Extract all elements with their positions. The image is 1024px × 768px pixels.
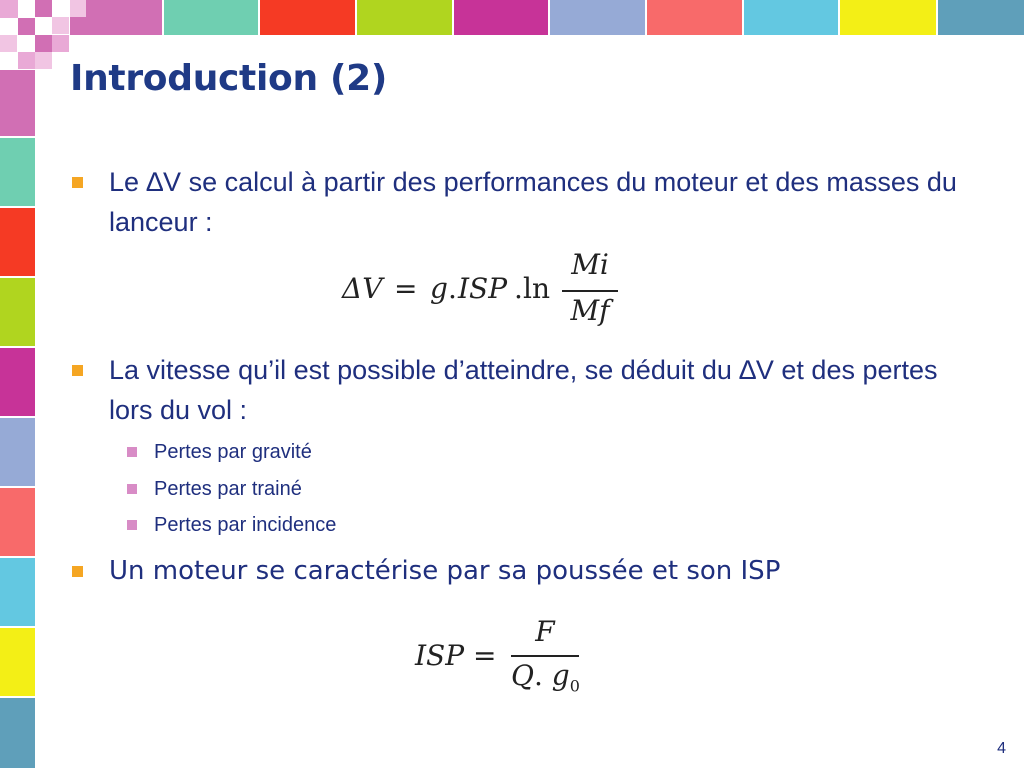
fraction-bar	[511, 655, 579, 657]
formula-lhs: ISP	[415, 639, 465, 672]
bullet-item	[72, 350, 972, 430]
corner-decor-square	[0, 35, 17, 52]
formula-ln: ln	[523, 272, 550, 305]
top-decor-block-salmon	[647, 0, 742, 35]
corner-decor-square	[18, 18, 35, 35]
corner-decor-square	[0, 0, 18, 18]
formula-denominator-dot: .	[533, 659, 552, 692]
sub-bullet-text: Pertes par incidence	[154, 514, 337, 536]
left-decor-block-steel	[0, 698, 35, 768]
formula-g: g	[430, 272, 448, 305]
sub-bullet-text: Pertes par trainé	[154, 478, 302, 500]
left-decor-strip	[0, 0, 35, 768]
formula-denominator-q: Q	[511, 659, 534, 692]
left-decor-block-salmon	[0, 488, 35, 556]
formula-dot: .	[514, 272, 523, 305]
bullet-item	[72, 551, 972, 591]
corner-decor-square	[35, 35, 52, 52]
sub-bullet-square-icon	[127, 484, 137, 494]
formula-dot: .	[448, 272, 457, 305]
top-decor-block-steel	[938, 0, 1024, 35]
left-decor-block-teal	[0, 138, 35, 206]
left-decor-block-lime	[0, 278, 35, 346]
formula-isp: ISP	[458, 272, 508, 305]
bullet-text: Un moteur se caractérise par sa poussée et son ISP	[109, 556, 781, 586]
formula-denominator	[511, 659, 579, 696]
corner-decor-square	[35, 52, 52, 69]
slide-title: Introduction (2)	[70, 58, 388, 99]
formula-numerator: Mi	[571, 248, 609, 281]
left-decor-block-magenta	[0, 348, 35, 416]
bullet-text: Le ∆V se calcul à partir des performances du moteur et des masses du lanceur :	[109, 167, 957, 237]
left-decor-block-cyan	[0, 558, 35, 626]
bullet-text: La vitesse qu’il est possible d’atteindre, se déduit du ∆V et des pertes lors du vol :	[109, 355, 938, 425]
formula-numerator: F	[535, 615, 555, 648]
isp-formula	[415, 615, 595, 701]
left-decor-block-pink	[0, 70, 35, 136]
left-decor-block-yellow	[0, 628, 35, 696]
fraction-bar	[562, 290, 618, 292]
top-decor-block-magenta	[454, 0, 548, 35]
bullet-square-icon	[72, 566, 83, 577]
left-decor-block-red	[0, 208, 35, 276]
sub-bullet-square-icon	[127, 447, 137, 457]
bullet-square-icon	[72, 365, 83, 376]
formula-lhs: ΔV	[342, 272, 383, 305]
formula-denominator-g: g	[551, 659, 570, 692]
corner-decor-square	[18, 52, 35, 69]
sub-bullet-text: Pertes par gravité	[154, 441, 312, 463]
left-decor-block-lavender	[0, 418, 35, 486]
top-decor-strip	[0, 0, 1024, 35]
top-decor-block-lavender	[550, 0, 645, 35]
top-decor-block-cyan	[744, 0, 838, 35]
top-decor-block-teal	[164, 0, 258, 35]
corner-decor-square	[52, 17, 69, 34]
formula-equals: =	[394, 272, 418, 305]
delta-v-formula	[342, 248, 632, 334]
corner-decor-square	[70, 0, 86, 17]
bullet-item	[72, 162, 972, 242]
formula-denominator: Mf	[570, 294, 610, 327]
formula-denominator-subscript: 0	[569, 676, 580, 696]
bullet-square-icon	[72, 177, 83, 188]
top-decor-block-yellow	[840, 0, 936, 35]
sub-bullet-square-icon	[127, 520, 137, 530]
corner-decor-square	[35, 0, 52, 17]
top-decor-block-lime	[357, 0, 452, 35]
page-number: 4	[997, 740, 1006, 757]
corner-decor-square	[52, 35, 69, 52]
top-decor-block-red	[260, 0, 355, 35]
formula-equals: =	[473, 639, 497, 672]
